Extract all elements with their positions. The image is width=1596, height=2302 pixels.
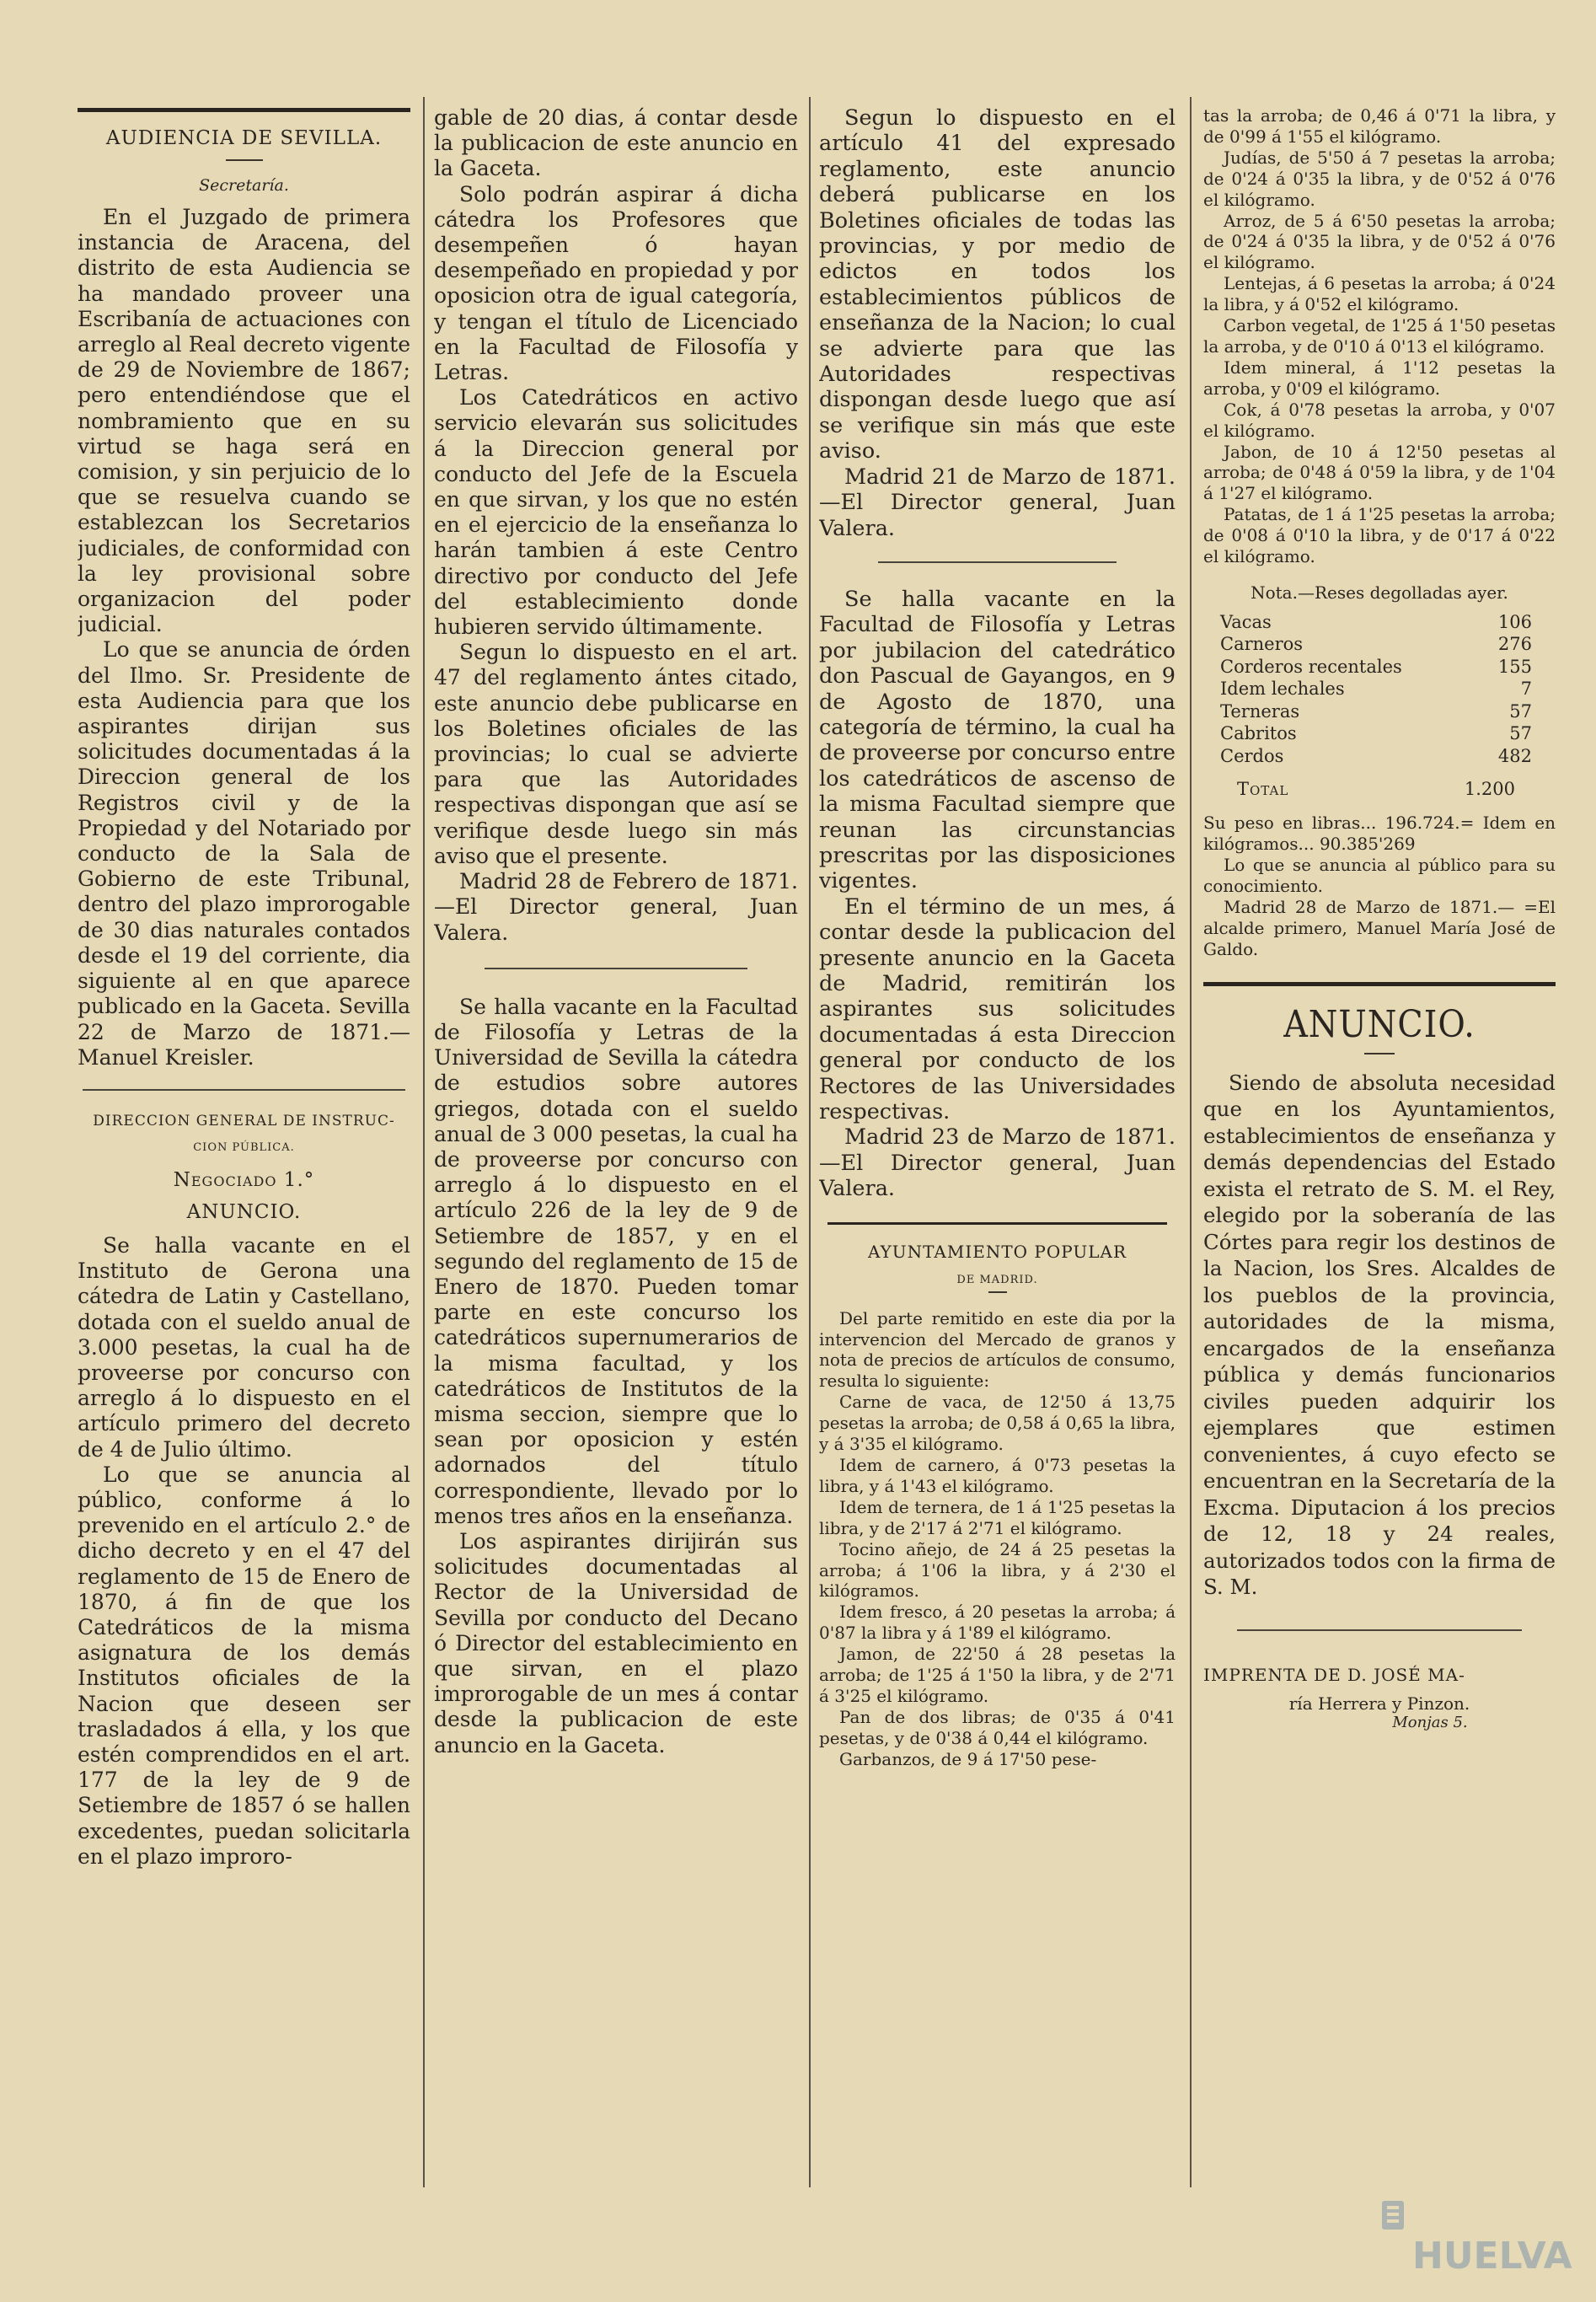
anuncio-heading: ANUNCIO.: [1283, 1002, 1475, 1046]
price-paragraph: Garbanzos, de 9 á 17'50 pese-: [839, 1748, 1097, 1769]
signature-paragraph: Madrid 23 de Marzo de 1871.—El Director general, Juan Valera.: [819, 1124, 1176, 1202]
anuncio-heading: ANUNCIO.: [186, 1200, 302, 1223]
price-paragraph: Tocino añejo, de 24 á 25 pesetas la arroba; á 1'06 la libra, y á 2'30 el kilógramos.: [819, 1538, 1176, 1602]
printer-line-1: IMPRENTA DE D. JOSÉ MA-: [1203, 1664, 1465, 1685]
weight-paragraph: Su peso en libras... 196.724.= Idem en kilógramos... 90.385'269: [1203, 813, 1556, 855]
price-paragraph: Del parte remitido en este dia por la intervencion del Mercado de granos y nota de precios de artículos de consumo, resulta lo siguiente:: [819, 1307, 1176, 1392]
divider: [83, 1089, 405, 1091]
reses-table: [1220, 611, 1532, 768]
reses-value: 155: [1497, 656, 1532, 677]
column-rule: [809, 97, 811, 2187]
table-row: [1220, 678, 1532, 700]
negociado-label: Negociado 1.°: [173, 1168, 315, 1191]
section-heading-madrid: DE MADRID.: [956, 1273, 1038, 1286]
heavy-rule: [1203, 982, 1556, 986]
divider: [1237, 1629, 1522, 1631]
dash-divider: [988, 1291, 1007, 1293]
table-row: [1220, 611, 1532, 634]
paragraph: Solo podrán aspirar á dicha cátedra los Profesores que desempeñen ó hayan desempeñado en propiedad y por oposicion otra de igual categoría, y tengan el título de Licenciado en la Facultad de Filosofía y Letras.: [434, 181, 798, 385]
reses-total: [1237, 779, 1515, 799]
table-row: [1220, 745, 1532, 768]
paragraph: Los aspirantes dirijirán sus solicitudes documentadas al Rector de la Universidad de Sevilla por conducto del Decano ó Director del establecimiento en que sirvan, en el plazo improrogable de un mes á contar desde la publicacion de este anuncio en la Gaceta.: [434, 1528, 798, 1757]
section-heading-direccion: DIRECCION GENERAL DE INSTRUC-: [93, 1112, 395, 1130]
table-row: [1220, 700, 1532, 723]
price-paragraph: Idem de ternera, de 1 á 1'25 pesetas la libra, y de 2'17 á 2'71 el kilógramo.: [819, 1496, 1176, 1538]
column-3: [819, 105, 1176, 2263]
total-value: 1.200: [1464, 779, 1515, 800]
price-paragraph: tas la arroba; de 0,46 á 0'71 la libra, y de 0'99 á 1'55 el kilógramo.: [1203, 105, 1556, 147]
reses-label: Cabritos: [1220, 723, 1297, 744]
dash-divider: [1364, 1053, 1395, 1054]
signature-paragraph: Madrid 21 de Marzo de 1871.—El Director general, Juan Valera.: [819, 464, 1176, 541]
stamp-text: HUELVA: [1412, 2235, 1572, 2277]
reses-label: Vacas: [1220, 611, 1272, 632]
signature-paragraph: Madrid 28 de Marzo de 1871.— =El alcalde primero, Manuel María José de Galdo.: [1203, 897, 1556, 959]
column-1: [78, 99, 410, 2257]
section-subheading: Secretaría.: [199, 176, 289, 195]
paragraph: Se halla vacante en el Instituto de Gerona una cátedra de Latin y Castellano, dotada con el sueldo anual de 3.000 pesetas, la cual ha de proveerse por concurso con arreglo á lo dispuesto en el artículo primero del decreto de 4 de Julio último.: [78, 1232, 410, 1462]
reses-value: 276: [1497, 634, 1532, 655]
printer-line-2: ría Herrera y Pinzon.: [1288, 1693, 1470, 1714]
paragraph: Lo que se anuncia al público, conforme á lo prevenido en el artículo 2.° de dicho decreto y en el 47 del reglamento de 15 de Enero de 1870, á fin de que los Catedráticos de la misma asignatura de los demás Institutos oficiales de la Nacion que deseen ser trasladados á ella, y los que estén comprendidos en el art. 177 de la ley de 9 de Setiembre de 1857 ó se hallen excedentes, puedan solicitarla en el plazo improro-: [78, 1462, 410, 1869]
reses-value: 106: [1497, 611, 1532, 632]
reses-label: Corderos recentales: [1220, 656, 1402, 677]
column-4: [1203, 105, 1556, 2263]
reses-label: Cerdos: [1220, 745, 1284, 766]
heavy-rule: [78, 108, 410, 112]
column-rule: [1190, 97, 1192, 2187]
divider: [878, 561, 1117, 563]
price-paragraph: Idem de carnero, á 0'73 pesetas la libra, y á 1'43 el kilógramo.: [819, 1455, 1176, 1496]
reses-value: 57: [1509, 700, 1532, 722]
column-2: [434, 105, 798, 2263]
reses-value: 7: [1520, 679, 1532, 700]
price-paragraph: Lentejas, á 6 pesetas la arroba; á 0'24 la libra, y á 0'52 el kilógramo.: [1203, 273, 1556, 315]
signature-paragraph: Madrid 28 de Febrero de 1871.—El Director general, Juan Valera.: [434, 869, 798, 945]
price-paragraph: Jabon, de 10 á 12'50 pesetas al arroba; de 0'48 á 0'59 la libra, y de 1'04 á 1'27 el kilógramo.: [1203, 441, 1556, 504]
price-paragraph: Pan de dos libras; de 0'35 á 0'41 pesetas, y de 0'38 á 0,44 el kilógramo.: [819, 1706, 1176, 1748]
section-heading-ayuntamiento: AYUNTAMIENTO POPULAR: [867, 1241, 1127, 1262]
price-paragraph: Idem mineral, á 1'12 pesetas la arroba, y 0'09 el kilógramo.: [1203, 357, 1556, 399]
paragraph: Lo que se anuncia de órden del Ilmo. Sr. Presidente de esta Audiencia para que los aspirantes dirijan sus solicitudes documentadas á la Direccion general de los Registros civil y de la Propiedad y del Notariado por conducto de la Sala de Gobierno de este Tribunal, dentro del plazo improrogable de 30 dias naturales contados desde el 19 del corriente, dia siguiente al en que aparece publicado en la Gaceta. Sevilla 22 de Marzo de 1871.—Manuel Kreisler.: [78, 637, 410, 1070]
reses-label: Idem lechales: [1220, 679, 1345, 700]
paragraph: Se halla vacante en la Facultad de Filosofía y Letras por jubilacion del catedrático don Pascual de Gayangos, en 9 de Agosto de 1870, una categoría de término, la cual ha de proveerse por concurso entre los catedráticos de ascenso de la misma Facultad siempre que reunan las circunstancias prescritas por las disposiciones vigentes.: [819, 586, 1176, 894]
price-paragraph: Patatas, de 1 á 1'25 pesetas la arroba; de 0'08 á 0'10 la libra, y de 0'17 á 0'22 el kilógramo.: [1203, 504, 1556, 567]
table-row: [1220, 722, 1532, 745]
paragraph: Siendo de absoluta necesidad que en los Ayuntamientos, establecimientos de enseñanza y demás dependencias del Estado exista el retrato de S. M. el Rey, elegido por la soberanía de las Córtes para regir los destinos de la Nacion, los Sres. Alcaldes de los pueblos de la provincia, autoridades de la misma, encargados de la enseñanza pública y demás funcionarios civiles pueden adquirir los ejemplares que estimen convenientes, á cuyo efecto se encuentran en la Secretaría de la Excma. Diputacion á los precios de 12, 18 y 24 reales, autorizados todos con la firma de S. M.: [1203, 1070, 1556, 1600]
archive-stamp: [1379, 2192, 1572, 2277]
column-rule: [423, 97, 425, 2187]
section-heading-direccion-cont: CION PÚBLICA.: [193, 1140, 295, 1154]
price-paragraph: Judías, de 5'50 á 7 pesetas la arroba; de 0'24 á 0'35 la libra, y de 0'52 á 0'76 el kilógramo.: [1203, 147, 1556, 210]
paragraph: Los Catedráticos en activo servicio elevarán sus solicitudes á la Direccion general por conducto del Jefe de la Escuela en que sirvan, y los que no estén en el ejercicio de la enseñanza lo harán tambien á este Centro directivo por conducto del Jefe del establecimiento donde hubieren servido últimamente.: [434, 385, 798, 640]
divider: [485, 968, 747, 969]
price-paragraph: Cok, á 0'78 pesetas la arroba, y 0'07 el kilógramo.: [1203, 399, 1556, 441]
printer-line-3: Monjas 5.: [1392, 1713, 1468, 1731]
price-paragraph: Arroz, de 5 á 6'50 pesetas la arroba; de 0'24 á 0'35 la libra, y de 0'52 á 0'76 el kilógramo.: [1203, 210, 1556, 273]
reses-note: Nota.—Reses degolladas ayer.: [1251, 582, 1508, 603]
dash-divider: [226, 159, 263, 161]
price-paragraph: Carbon vegetal, de 1'25 á 1'50 pesetas la arroba, y de 0'10 á 0'13 el kilógramo.: [1203, 315, 1556, 357]
paragraph: gable de 20 dias, á contar desde la publicacion de este anuncio en la Gaceta.: [434, 105, 798, 181]
reses-label: Terneras: [1220, 700, 1300, 722]
total-label: Total: [1237, 779, 1289, 800]
paragraph: Se halla vacante en la Facultad de Filosofía y Letras de la Universidad de Sevilla la cátedra de estudios sobre autores griegos, dotada con el sueldo anual de 3 000 pesetas, la cual ha de proveerse por concurso con arreglo á lo dispuesto en el artículo 226 de la ley de 9 de Setiembre de 1857, y en el segundo del reglamento de 15 de Enero de 1870. Pueden tomar parte en este concurso los catedráticos supernumerarios de la misma facultad, y los catedráticos de Institutos de la misma seccion, siempre que lo sean por oposicion y estén adornados del título correspondiente, llevado por lo menos tres años en la enseñanza.: [434, 994, 798, 1528]
paragraph: Lo que se anuncia al público para su conocimiento.: [1203, 855, 1556, 897]
paragraph: En el término de un mes, á contar desde la publicacion del presente anuncio en la Gaceta de Madrid, remitirán los aspirantes sus solicitudes documentadas á esta Direccion general por conducto de los Rectores de las Universidades respectivas.: [819, 893, 1176, 1125]
reses-value: 482: [1497, 745, 1532, 766]
paragraph: Segun lo dispuesto en el art. 47 del reglamento ántes citado, este anuncio debe publicarse en los Boletines oficiales de las provincias; lo cual se advierte para que las Autoridades respectivas dispongan que así se verifique desde luego sin más aviso que el presente.: [434, 640, 798, 868]
table-row: [1220, 656, 1532, 679]
price-paragraph: Idem fresco, á 20 pesetas la arroba; á 0'87 la libra y á 1'89 el kilógramo.: [819, 1602, 1176, 1644]
reses-label: Carneros: [1220, 634, 1304, 655]
table-row: [1220, 633, 1532, 656]
paragraph: Segun lo dispuesto en el artículo 41 del expresado reglamento, este anuncio deberá publicarse en los Boletines oficiales de todas las provincias, y por medio de edictos en todos los establecimientos públicos de enseñanza de la Nacion; lo cual se advierte para que las Autoridades respectivas dispongan desde luego que así se verifique sin más que este aviso.: [819, 105, 1176, 464]
paragraph: En el Juzgado de primera instancia de Aracena, del distrito de esta Audiencia se ha mandado proveer una Escribanía de actuaciones con arreglo al Real decreto vigente de 29 de Noviembre de 1867; pero entendiéndose que el nombramiento que en su virtud se haga será en comision, y sin perjuicio de lo que se resuelva cuando se establezcan los Secretarios judiciales, de conformidad con la ley provisional sobre organizacion del poder judicial.: [78, 205, 410, 637]
section-heading-audiencia: AUDIENCIA DE SEVILLA.: [105, 127, 383, 149]
heavy-rule: [827, 1222, 1167, 1225]
reses-value: 57: [1509, 723, 1532, 744]
price-paragraph: Jamon, de 22'50 á 28 pesetas la arroba; de 1'25 á 1'50 la libra, y de 2'71 á 3'25 el kilógramo.: [819, 1644, 1176, 1706]
price-paragraph: Carne de vaca, de 12'50 á 13,75 pesetas la arroba; de 0,58 á 0,65 la libra, y á 3'35 el kilógramo.: [819, 1392, 1176, 1455]
